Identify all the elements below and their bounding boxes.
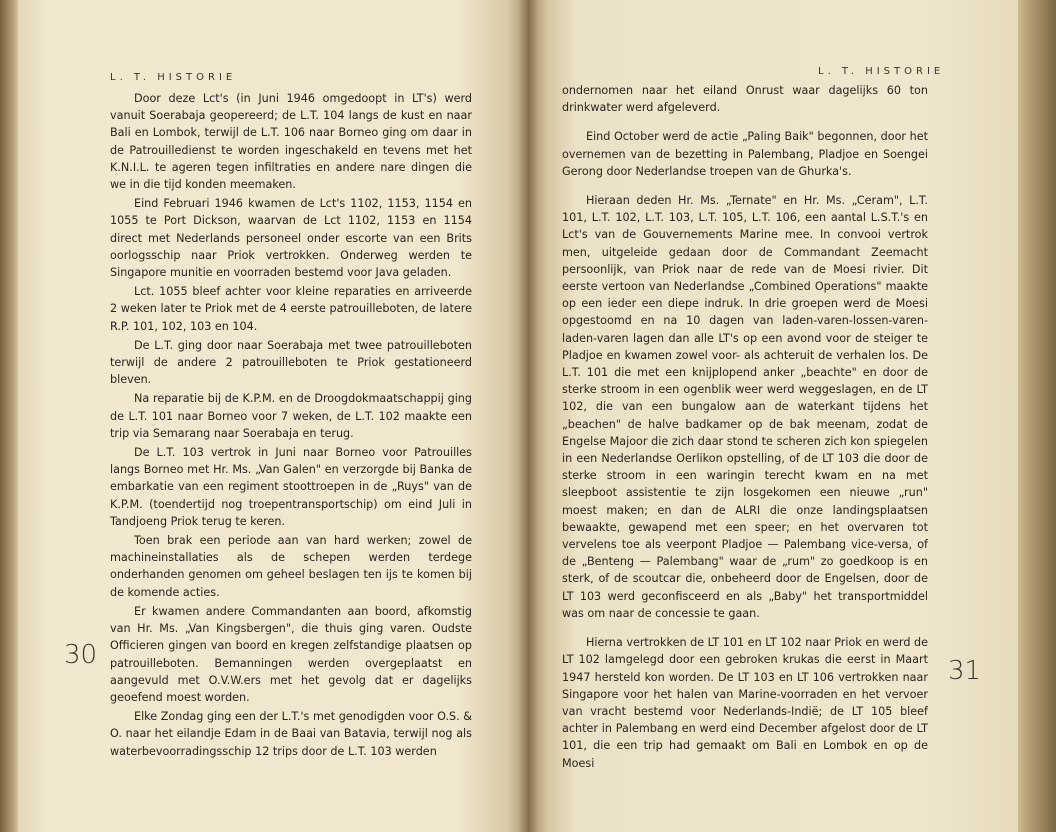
paragraph: De L.T. ging door naar Soerabaja met twee patrouilleboten terwijl de andere 2 patrouilleboten te Priok gestationeerd bleven. xyxy=(110,338,472,387)
paragraph: De L.T. 103 vertrok in Juni naar Borneo voor Patrouilles langs Borneo met Hr. Ms. „Van Galen" en verzorgde bij Banka de embarkatie van een regiment stoottroepen in de „Ruys" van de K.P.M. (toendertijd nog troepentransportschip) om eind Juli in Tandjoeng Priok terug te keren. xyxy=(110,446,472,528)
paragraph: Eind Februari 1946 kwamen de Lct's 1102, 1153, 1154 en 1055 te Port Dickson, waarvan de Lct 1102, 1153 en 1154 direct met Nederlands personeel onder escorte van een Brits oorlogsschip naar Priok vertrokken. Onderweg werden te Singapore munitie en voorraden bestemd voor Java geladen. xyxy=(110,197,472,280)
paragraph: Door deze Lct's (in Juni 1946 omgedoopt in LT's) werd vanuit Soerabaja geopereerd; de L.T. 104 langs de kust en naar Bali en Lombok, terwijl de L.T. 106 naar Borneo ging om daar in de Patrouilledienst te worden ingeschakeld en tevens met het K.N.I.L. te ageren tegen infiltraties en andere nare dingen die we in die tijd konden meemaken. xyxy=(110,92,472,192)
paragraph: Er kwamen andere Commandanten aan boord, afkomstig van Hr. Ms. „Van Kingsbergen", die thuis ging varen. Oudste Officieren gingen van boord en kregen zelfstandige plaatsen op patrouilleboten. Bemanningen werden overgeplaatst en aangevuld met O.V.W.ers met het gevolg dat er dagelijks geoefend moest worden. xyxy=(110,604,472,704)
right-page-text xyxy=(562,82,928,774)
paragraph: Eind October werd de actie „Paling Baik" begonnen, door het overnemen van de bezetting in Palembang, Pladjoe en Soengei Gerong door Nederlandse troepen van de Ghurka's. xyxy=(562,130,928,178)
paragraph: Toen brak een periode aan van hard werken; zowel de machineinstallaties als de schepen werden terdege onderhanden genomen om geheel beslagen ten ijs te komen bij de komende acties. xyxy=(110,534,472,599)
right-running-head: L. T. HISTORIE xyxy=(818,66,945,77)
paragraph: Na reparatie bij de K.P.M. en de Droogdokmaatschappij ging de L.T. 101 naar Borneo voor 7 weken, de L.T. 102 maakte een trip via Semarang naar Soerabaja en terug. xyxy=(110,392,472,440)
paragraph: Lct. 1055 bleef achter voor kleine reparaties en arriveerde 2 weken later te Priok met de 4 eerste patrouilleboten, de latere R.P. 101, 102, 103 en 104. xyxy=(110,285,472,333)
book-edge-right xyxy=(1018,0,1056,832)
page-number-right: 31 xyxy=(948,656,982,686)
paragraph: Hieraan deden Hr. Ms. „Ternate" en Hr. Ms. „Ceram", L.T. 101, L.T. 102, L.T. 103, L.T. 105, L.T. 106, een aantal L.S.T.'s en Lct's van de Gouvernements Marine mee. In convooi vertrok men, uitgeleide gedaan door de Commandant Zeemacht persoonlijk, van Priok naar de rede van de Moesi rivier. Dit eerste vertoon van Nederlandse „Combined Operations" maakte op een ieder een diepe indruk. In drie groepen werd de Moesi opgestoomd en na 10 dagen van laden-varen-lossen-varen-laden-varen lagen dan alle LT's op een avond voor de steiger te Pladjoe en kwamen zowel voor- als achteruit de verhalen los. De L.T. 101 die met een knijplopend anker „beachte" en door de sterke stroom in een ogenblik weer werd weggeslagen, en de LT 102, die van een bungalow aan de waterkant tijdens het „beachen" de halve badkamer op de bak meenam, zodat de Engelse Majoor die zich daar stond te scheren zich kon spiegelen in een Nederlandse Oerlikon opstelling, of de LT 103 die door de sterke stroom in een waringin terecht kwam en na met sleepboot assistentie te zijn losgekomen een nieuwe „run" moest maken; en dan de ALRI die onze landingsplaatsen bewaakte, gewapend met een speer; en het overvaren tot vervelens toe als veerpont Pladjoe — Palembang vice-versa, of de „Benteng — Palembang" waar de „rum" zo goedkoop is en sterk, of de scoutcar die, onbeheerd door de Engelsen, door de LT 103 werd geconfisceerd en als „Baby" het transportmiddel was om naar de concessie te gaan. xyxy=(562,194,928,620)
book-edge-left xyxy=(0,0,18,832)
paragraph: ondernomen naar het eiland Onrust waar dagelijks 60 ton drinkwater werd afgeleverd. xyxy=(562,84,928,115)
page-number-left: 30 xyxy=(64,640,98,670)
book-spine xyxy=(518,0,538,832)
paragraph: Hierna vertrokken de LT 101 en LT 102 naar Priok en werd de LT 102 lamgelegd door een gebroken krukas die eerst in Maart 1947 hersteld kon worden. De LT 103 en LT 106 vertrokken naar Singapore voor het halen van Marine-voorraden en het vervoer van vracht bestemd voor Nederlands-Indië; de LT 105 bleef achter in Palembang en werd eind December afgelost door de LT 101, die een trip had gemaakt om Bali en Lombok en op de Moesi xyxy=(562,636,928,770)
paragraph: Elke Zondag ging een der L.T.'s met genodigden voor O.S. & O. naar het eilandje Edam in de Baai van Batavia, terwijl nog als waterbevoorradingsschip 12 trips door de L.T. 103 werden xyxy=(110,710,472,758)
left-running-head: L. T. HISTORIE xyxy=(110,72,237,83)
left-page-text xyxy=(110,90,472,762)
